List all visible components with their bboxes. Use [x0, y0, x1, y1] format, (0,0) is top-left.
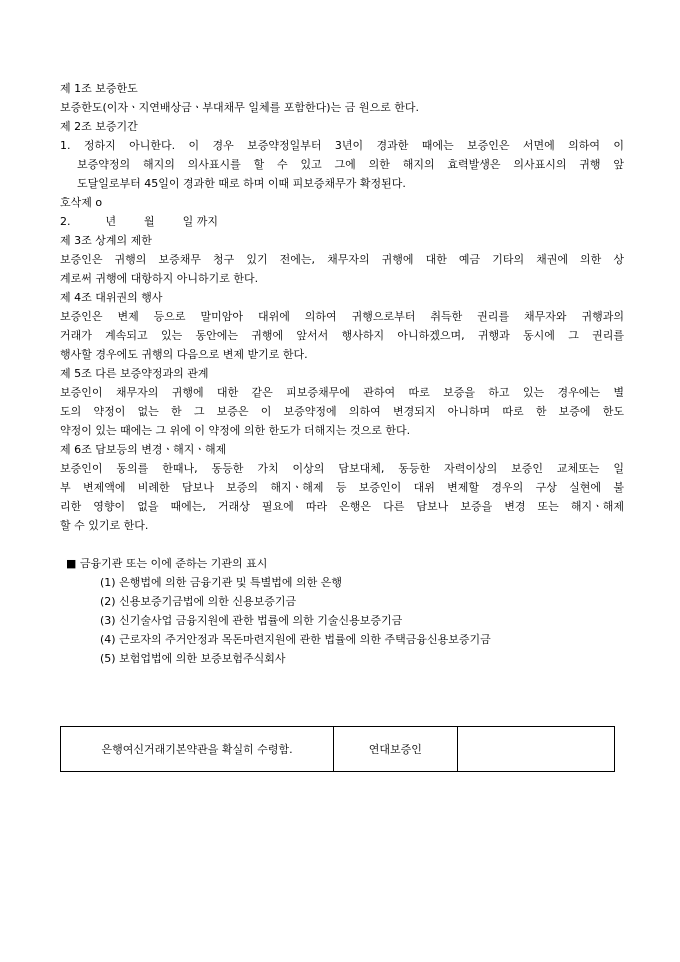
article-6-line4: 할 수 있기로 한다.	[60, 519, 149, 532]
article-6-heading: 제 6조 담보등의 변경ㆍ해지ㆍ해제	[60, 443, 227, 456]
article-2-heading: 제 2조 보증기간	[60, 120, 138, 133]
article-4-heading: 제 4조 대위권의 행사	[60, 291, 163, 304]
notice-item: (5) 보험업법에 의한 보증보험주식회사	[100, 652, 286, 665]
guarantor-label-cell: 연대보증인	[334, 727, 458, 772]
signature-row	[61, 727, 615, 772]
article-3-line2: 계로써 귀행에 대항하지 아니하기로 한다.	[60, 272, 259, 285]
article-2-item2: 2. 년 월 일 까지	[60, 215, 219, 228]
guarantor-signature-field[interactable]	[457, 727, 614, 772]
receipt-confirmation-cell: 은행여신거래기본약관을 확실히 수령함.	[61, 727, 334, 772]
article-2-item1-line3: 도달일로부터 45일이 경과한 때로 하며 이때 피보증채무가 확정된다.	[77, 177, 406, 190]
article-4-line3: 행사할 경우에도 귀행의 다음으로 변제 받기로 한다.	[60, 348, 308, 361]
article-3-line1: 보증인은 귀행의 보증채무 청구 있기 전에는, 채무자의 귀행에 대한 예금 기타의 채권에 의한 상	[60, 253, 624, 266]
notice-title: ■ 금융기관 또는 이에 준하는 기관의 표시	[66, 557, 268, 570]
notice-item: (3) 신기술사업 금융지원에 관한 법률에 의한 기술신용보증기금	[100, 614, 403, 627]
article-4-line2: 거래가 계속되고 있는 동안에는 귀행에 앞서서 행사하지 아니하겠으며, 귀행과 동시에 그 권리를	[60, 329, 624, 342]
notice-item: (1) 은행법에 의한 금융기관 및 특별법에 의한 은행	[100, 576, 342, 589]
article-5-line1: 보증인이 채무자의 귀행에 대한 같은 피보증채무에 관하여 따로 보증을 하고 있는 경우에는 별	[60, 386, 624, 399]
document-body	[60, 79, 624, 668]
article-4-line1: 보증인은 변제 등으로 말미암아 대위에 의하여 귀행으로부터 취득한 권리를 채무자와 귀행과의	[60, 310, 624, 323]
notice-item: (4) 근로자의 주거안정과 목돈마련지원에 관한 법률에 의한 주택금융신용보증기금	[100, 633, 491, 646]
article-1-text: 보증한도(이자ㆍ지연배상금ㆍ부대채무 일체를 포함한다)는 금 원으로 한다.	[60, 101, 419, 114]
article-2-deleted: 호삭제 o	[60, 196, 103, 209]
article-5-heading: 제 5조 다른 보증약정과의 관계	[60, 367, 209, 380]
article-6-line3: 리한 영향이 없을 때에는, 거래상 필요에 따라 은행은 다른 담보나 보증을 변경 또는 해지ㆍ해제	[60, 500, 624, 513]
article-3-heading: 제 3조 상계의 제한	[60, 234, 152, 247]
article-5-line3: 약정이 있는 때에는 그 위에 이 약정에 의한 한도가 더해지는 것으로 한다.	[60, 424, 411, 437]
signature-table	[60, 726, 615, 772]
article-6-line1: 보증인이 동의를 한때나, 동등한 가치 이상의 담보대체, 동등한 자력이상의 보증인 교체또는 일	[60, 462, 624, 475]
article-2-item1-line2: 보증약정의 해지의 의사표시를 할 수 있고 그에 의한 해지의 효력발생은 의사표시의 귀행 앞	[77, 158, 624, 171]
article-1-heading: 제 1조 보증한도	[60, 82, 138, 95]
institution-notice	[60, 554, 624, 668]
notice-item: (2) 신용보증기금법에 의한 신용보증기금	[100, 595, 297, 608]
article-5-line2: 도의 약정이 없는 한 그 보증은 이 보증약정에 의하여 변경되지 아니하며 따로 한 보증에 한도	[60, 405, 624, 418]
article-6-line2: 부 변제액에 비례한 담보나 보증의 해지ㆍ해제 등 보증인이 대위 변제할 경우의 구상 실현에 불	[60, 481, 624, 494]
article-2-item1-line1: 1. 정하지 아니한다. 이 경우 보증약정일부터 3년이 경과한 때에는 보증인은 서면에 의하여 이	[60, 139, 624, 152]
